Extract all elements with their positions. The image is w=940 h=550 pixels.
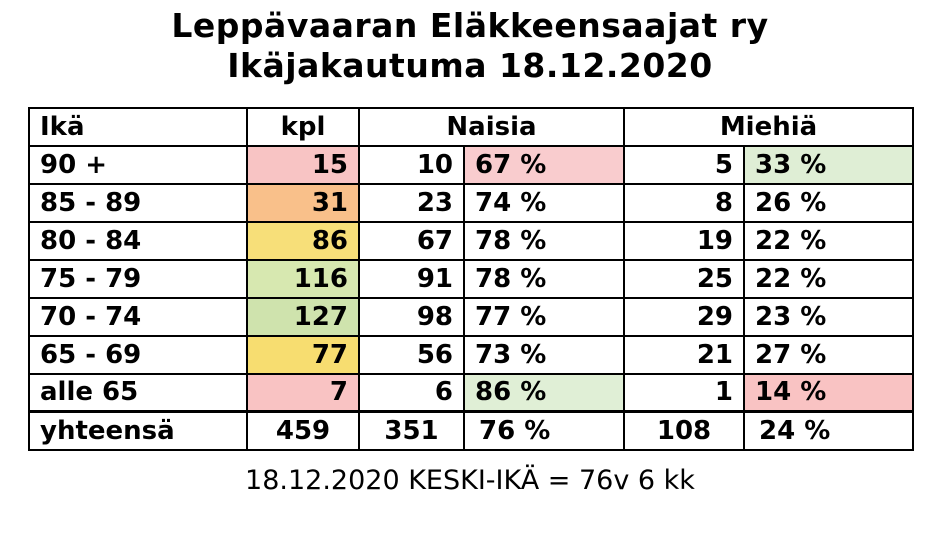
total-label: yhteensä [29, 412, 247, 450]
table-body [29, 146, 913, 412]
table-row [29, 184, 913, 222]
cell-women-pct: 67 % [464, 146, 624, 184]
cell-women-pct: 78 % [464, 260, 624, 298]
cell-men-count: 29 [624, 298, 744, 336]
cell-men-count: 8 [624, 184, 744, 222]
cell-women-count: 56 [359, 336, 464, 374]
total-women-pct: 76 % [464, 412, 624, 450]
cell-men-count: 1 [624, 374, 744, 412]
cell-women-count: 98 [359, 298, 464, 336]
cell-women-count: 6 [359, 374, 464, 412]
cell-women-pct: 86 % [464, 374, 624, 412]
cell-count: 7 [247, 374, 359, 412]
cell-age-group: 80 - 84 [29, 222, 247, 260]
column-header-men: Miehiä [624, 108, 913, 146]
table-total-row [29, 412, 913, 450]
cell-men-pct: 23 % [744, 298, 913, 336]
total-men-pct: 24 % [744, 412, 913, 450]
total-women-count: 351 [359, 412, 464, 450]
cell-count: 15 [247, 146, 359, 184]
table-row [29, 298, 913, 336]
total-count: 459 [247, 412, 359, 450]
cell-men-count: 25 [624, 260, 744, 298]
cell-women-count: 91 [359, 260, 464, 298]
cell-age-group: 70 - 74 [29, 298, 247, 336]
cell-count: 77 [247, 336, 359, 374]
cell-age-group: alle 65 [29, 374, 247, 412]
average-age-note: 18.12.2020 KESKI-IKÄ = 76v 6 kk [245, 464, 695, 496]
table-row [29, 336, 913, 374]
cell-women-count: 23 [359, 184, 464, 222]
cell-men-count: 19 [624, 222, 744, 260]
column-header-women: Naisia [359, 108, 624, 146]
table-row [29, 260, 913, 298]
cell-men-pct: 22 % [744, 222, 913, 260]
cell-count: 86 [247, 222, 359, 260]
table-row [29, 222, 913, 260]
table-header-row [29, 108, 913, 146]
cell-women-pct: 73 % [464, 336, 624, 374]
cell-count: 31 [247, 184, 359, 222]
cell-women-pct: 74 % [464, 184, 624, 222]
cell-age-group: 90 + [29, 146, 247, 184]
cell-age-group: 65 - 69 [29, 336, 247, 374]
age-distribution-table [28, 107, 914, 451]
cell-count: 116 [247, 260, 359, 298]
title-line-1: Leppävaaran Eläkkeensaajat ry [171, 6, 769, 45]
column-header-age: Ikä [29, 108, 247, 146]
table-footer [29, 412, 913, 450]
table-row [29, 146, 913, 184]
cell-age-group: 75 - 79 [29, 260, 247, 298]
document-title [0, 0, 940, 87]
title-line-2: Ikäjakautuma 18.12.2020 [227, 46, 713, 86]
cell-count: 127 [247, 298, 359, 336]
table-row [29, 374, 913, 412]
cell-women-count: 10 [359, 146, 464, 184]
cell-men-count: 21 [624, 336, 744, 374]
cell-men-pct: 22 % [744, 260, 913, 298]
age-distribution-table-wrapper [28, 107, 912, 451]
cell-men-pct: 14 % [744, 374, 913, 412]
cell-men-count: 5 [624, 146, 744, 184]
cell-men-pct: 26 % [744, 184, 913, 222]
cell-women-count: 67 [359, 222, 464, 260]
cell-women-pct: 78 % [464, 222, 624, 260]
cell-men-pct: 27 % [744, 336, 913, 374]
cell-men-pct: 33 % [744, 146, 913, 184]
column-header-count: kpl [247, 108, 359, 146]
cell-women-pct: 77 % [464, 298, 624, 336]
total-men-count: 108 [624, 412, 744, 450]
cell-age-group: 85 - 89 [29, 184, 247, 222]
